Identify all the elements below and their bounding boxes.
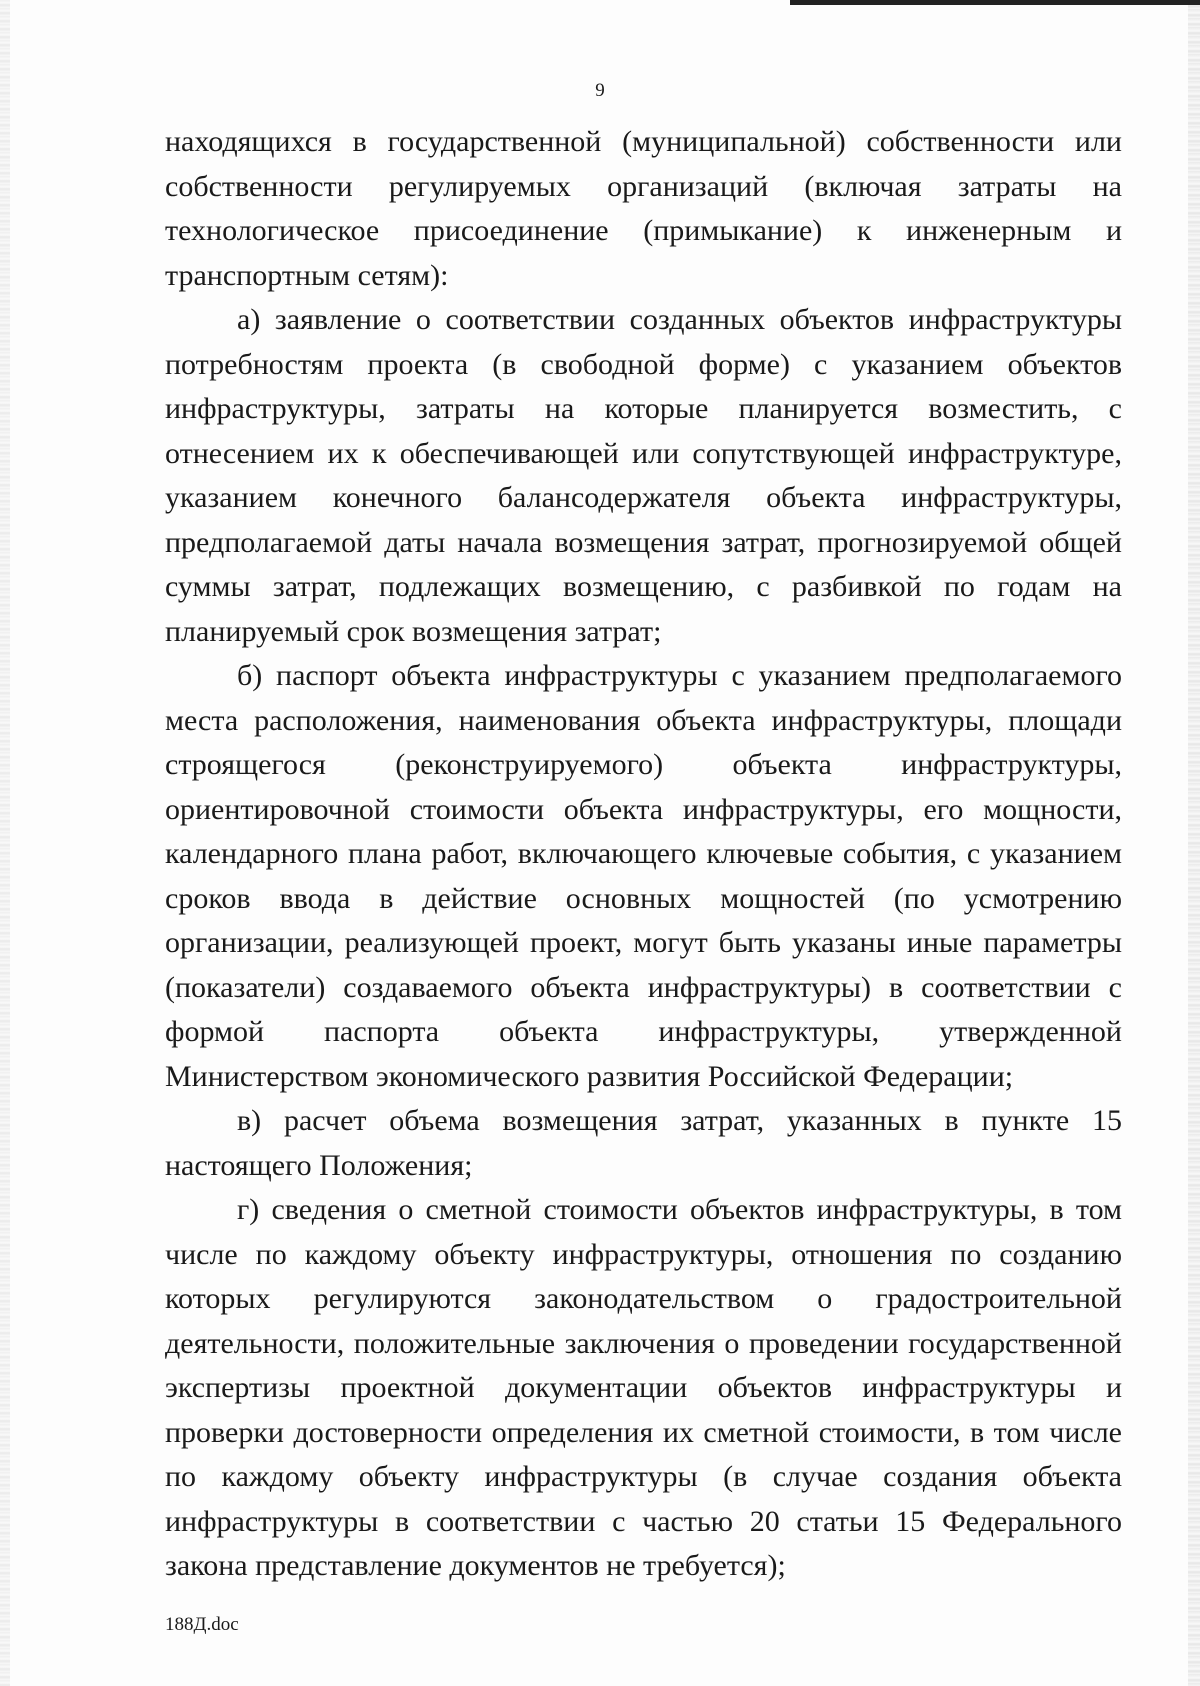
- top-rule-line: [790, 0, 1200, 5]
- scan-edge-left: [0, 0, 10, 1686]
- paragraph-continuation: находящихся в государственной (муниципальной) собственности или собственности регулируемых организаций (включая затраты на технологическое присоединение (примыкание) к инженерным и транспортным сетям):: [165, 125, 1122, 292]
- page-number: 9: [595, 80, 605, 101]
- footer-filename: 188Д.doc: [165, 1614, 239, 1635]
- document-body: [165, 120, 1122, 1589]
- paragraph-item-a: а) заявление о соответствии созданных объектов инфраструктуры потребностям проекта (в свободной форме) с указанием объектов инфраструктуры, затраты на которые планируется возместить, с отнесением их к обеспечивающей или сопутствующей инфраструктуре, указанием конечного балансодержателя объекта инфраструктуры, предполагаемой даты начала возмещения затрат, прогнозируемой общей суммы затрат, подлежащих возмещению, с разбивкой по годам на планируемый срок возмещения затрат;: [165, 303, 1122, 648]
- paragraph-item-b: б) паспорт объекта инфраструктуры с указанием предполагаемого места расположения, наименования объекта инфраструктуры, площади строящегося (реконструируемого) объекта инфраструктуры, ориентировочной стоимости объекта инфраструктуры, его мощности, календарного плана работ, включающего ключевые события, с указанием сроков ввода в действие основных мощностей (по усмотрению организации, реализующей проект, могут быть указаны иные параметры (показатели) создаваемого объекта инфраструктуры) в соответствии с формой паспорта объекта инфраструктуры, утвержденной Министерством экономического развития Российской Федерации;: [165, 659, 1122, 1093]
- paragraph-item-g: г) сведения о сметной стоимости объектов инфраструктуры, в том числе по каждому объекту инфраструктуры, отношения по созданию которых регулируются законодательством о градостроительной деятельности, положительные заключения о проведении государственной экспертизы проектной документации объектов инфраструктуры и проверки достоверности определения их сметной стоимости, в том числе по каждому объекту инфраструктуры (в случае создания объекта инфраструктуры в соответствии с частью 20 статьи 15 Федерального закона представление документов не требуется);: [165, 1193, 1122, 1582]
- scan-edge-right: [1188, 0, 1200, 1686]
- paragraph-item-v: в) расчет объема возмещения затрат, указанных в пункте 15 настоящего Положения;: [165, 1104, 1122, 1182]
